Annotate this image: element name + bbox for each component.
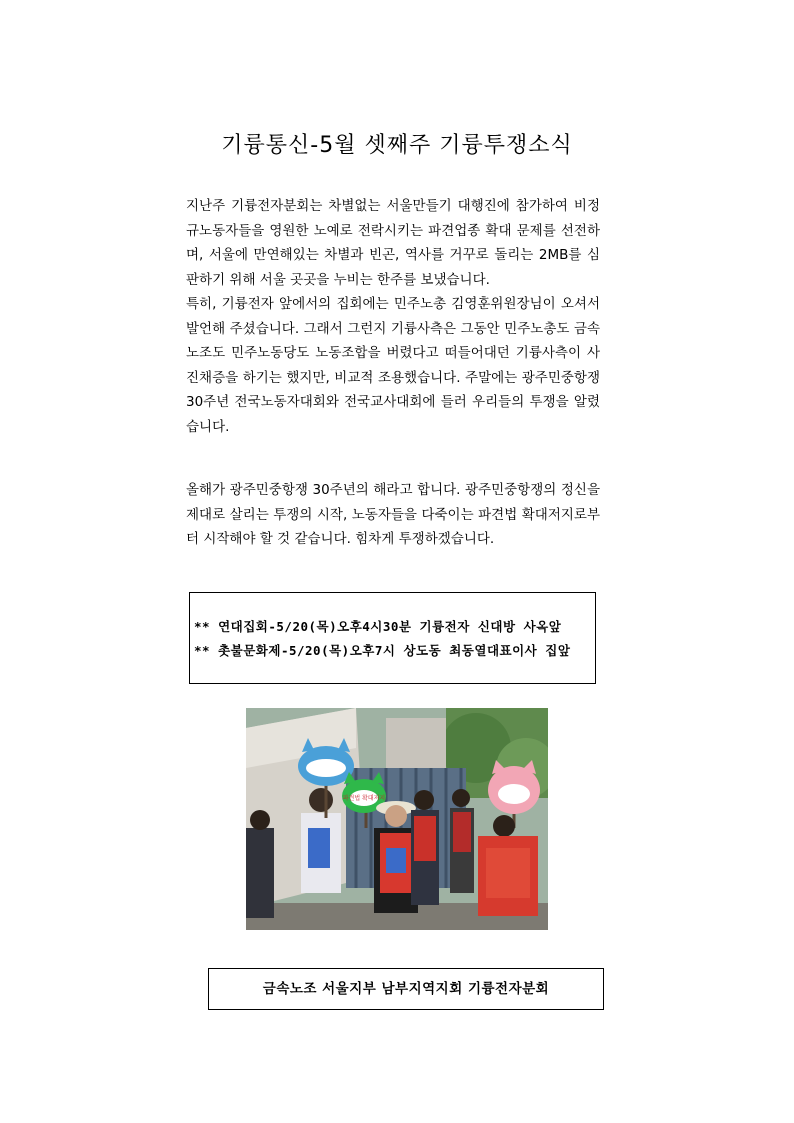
notice-candlelight: ** 촛불문화제-5/20(목)오후7시 상도동 최동열대표이사 집앞	[194, 643, 571, 658]
notice-rally: ** 연대집회-5/20(목)오후4시30분 기륭전자 신대방 사옥앞	[194, 619, 562, 634]
paragraph-weekly-report: 지난주 기륭전자분회는 차별없는 서울만들기 대행진에 참가하여 비정규노동자들을 영원한 노예로 전락시키는 파견업종 확대 문제를 선전하며, 서울에 만연해있는 차별과 빈곤, 역사를 거꾸로 돌리는 2MB를 심판하기 위해 서울 곳곳을 누비는 한주를 보냈습니다. 특히, 기륭전자 앞에서의 집회에는 민주노총 김영훈위원장님이 오셔서 발언해 주셨습니다. 그래서 그런지 기륭사측은 그동안 민주노총도 금속노조도 민주노동당도 노동조합을 버렸다고 떠들어대던 기륭사측이 사진채증을 하기는 했지만, 비교적 조용했습니다. 주말에는 광주민중항쟁 30주년 전국노동자대회와 전국교사대회에 들러 우리들의 투쟁을 알렸습니다.	[186, 198, 600, 435]
branch-signature: 금속노조 서울지부 남부지역지회 기륭전자분회	[208, 968, 604, 1010]
paragraph-resolution: 올해가 광주민중항쟁 30주년의 해라고 합니다. 광주민중항쟁의 정신을 제대로 살리는 투쟁의 시작, 노동자들을 다죽이는 파견법 확대저지로부터 시작해야 할 것 같습니다. 힘차게 투쟁하겠습니다.	[186, 482, 600, 547]
protest-photo	[246, 708, 548, 930]
photo-sign-text: 파견법 확대저지	[342, 795, 386, 802]
document-title: 기륭통신-5월 셋째주 기륭투쟁소식	[221, 133, 573, 158]
schedule-notice-box	[189, 592, 596, 684]
